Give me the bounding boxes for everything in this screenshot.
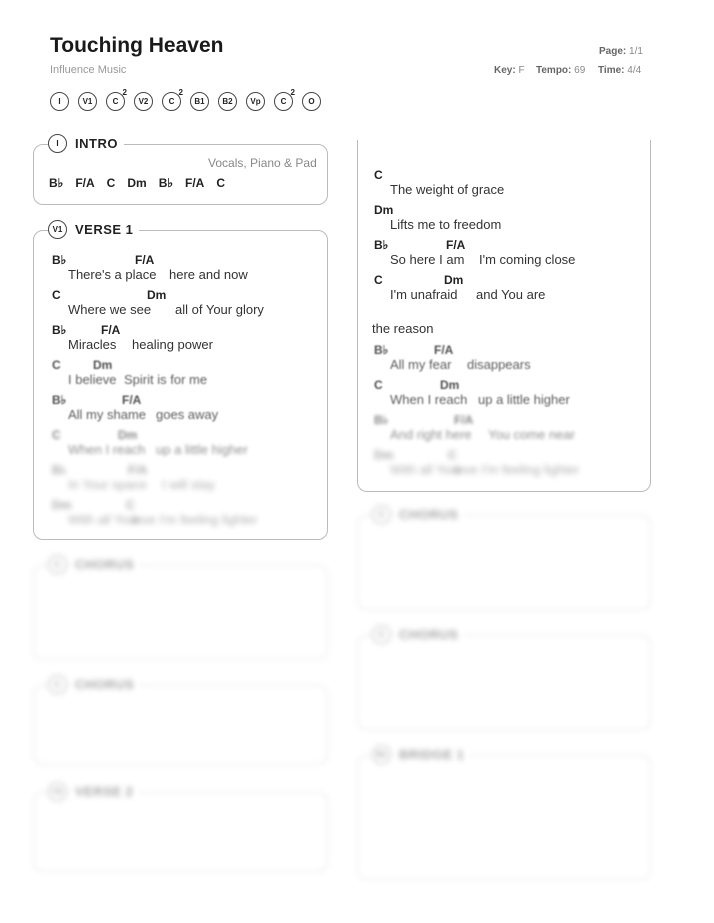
tempo-info: Tempo: 69 [536, 65, 586, 76]
roadmap-item[interactable]: V1 [78, 92, 97, 111]
verse1-header [48, 220, 139, 239]
key-info: Key: F [494, 65, 525, 76]
section-name: VERSE 1 [75, 222, 134, 237]
roadmap-item[interactable]: V2 [134, 92, 153, 111]
time-info: Time: 4/4 [598, 65, 642, 76]
intro-note: Vocals, Piano & Pad [208, 156, 317, 170]
song-title: Touching Heaven [50, 34, 224, 57]
chorus-section [357, 515, 651, 610]
chord: C [106, 176, 116, 190]
chorus-section [357, 635, 651, 730]
bridge1-section [357, 755, 651, 880]
roadmap-item[interactable]: O [302, 92, 321, 111]
chorus-header: C CHORUS [372, 625, 464, 644]
lyric-line: the reason [372, 321, 434, 336]
chord: F/A [75, 176, 95, 190]
roadmap-item[interactable]: B2 [218, 92, 237, 111]
chorus-section [33, 685, 328, 765]
chorus-header: C CHORUS [48, 675, 140, 694]
song-roadmap [50, 88, 321, 111]
section-badge: V1 [48, 220, 67, 239]
roadmap-item[interactable]: B1 [190, 92, 209, 111]
verse2-header: V2 VERSE 2 [48, 782, 139, 801]
song-artist: Influence Music [50, 64, 127, 76]
verse2-section [33, 792, 328, 872]
roadmap-item[interactable]: Vp [246, 92, 265, 111]
page-info: Page: 1/1 [599, 46, 643, 57]
chord: C [216, 176, 226, 190]
chord: F/A [185, 176, 205, 190]
section-badge: I [48, 134, 67, 153]
bridge1-header: B1 BRIDGE 1 [372, 745, 470, 764]
roadmap-item[interactable]: C 2 [162, 92, 181, 111]
chorus-section [33, 565, 328, 660]
intro-header [48, 134, 124, 153]
roadmap-item[interactable]: C 2 [106, 92, 125, 111]
chord: B♭ [49, 176, 64, 190]
chorus-header: C CHORUS [372, 505, 464, 524]
intro-section [33, 144, 328, 205]
chorus-header: C CHORUS [48, 555, 140, 574]
section-name: INTRO [75, 136, 118, 151]
roadmap-item[interactable]: C 2 [274, 92, 293, 111]
chord: Dm [127, 176, 147, 190]
intro-chords [49, 176, 237, 190]
roadmap-item[interactable]: I [50, 92, 69, 111]
chord: B♭ [158, 176, 174, 190]
